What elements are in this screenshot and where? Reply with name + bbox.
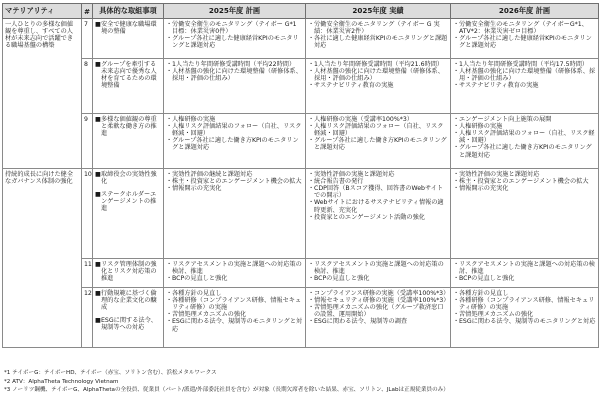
bullet-icon: ・ xyxy=(453,170,460,178)
action-topic xyxy=(95,61,161,90)
bullet-icon: ・ xyxy=(308,60,315,68)
row-number: 10 xyxy=(82,169,93,259)
list-item xyxy=(308,68,448,82)
cell-result-2025 xyxy=(306,288,451,348)
list-item xyxy=(166,178,303,185)
list-item-text: コンプライアンス研修の実施（受講率100%*3） xyxy=(314,289,450,297)
action-topics xyxy=(93,19,164,59)
row-number: 9 xyxy=(82,114,93,169)
list-item-text: 人権研修の実施 xyxy=(172,115,216,123)
cell-plan-2026 xyxy=(451,288,599,348)
materiality-1: 一人ひとりの多様な価値観を尊重し、すべての人材が未来志向で活躍できる職場基盤の構築 xyxy=(3,19,82,169)
cell-plan-2025 xyxy=(164,19,306,59)
list-item-text: グループ各社に適した働き方KPIのモニタリングと課題対応 xyxy=(314,137,447,152)
list-item-text: 実効性評価の実施と課題対応 xyxy=(459,170,540,178)
list-item-text: サステナビリティ教育の実施 xyxy=(459,82,539,90)
bullet-icon: ・ xyxy=(453,144,460,152)
list-item xyxy=(453,61,596,68)
bullet-icon: ・ xyxy=(308,289,315,297)
cell-result-2025 xyxy=(306,114,451,169)
list-item xyxy=(308,123,448,137)
list-item-text: リスクアセスメントの実施と課題への対応策の検討、推進 xyxy=(459,260,595,275)
list-item-text: CDP回答（Bスコア獲得、回答書のWebサイトでの開示） xyxy=(314,184,444,200)
list-item xyxy=(166,261,303,275)
cell-plan-2026 xyxy=(451,259,599,288)
materiality-plan-table xyxy=(2,3,599,348)
square-bullet-icon: ■ xyxy=(95,190,101,198)
list-item-text: BCPの見直しと強化 xyxy=(172,274,228,282)
list-item-text: ESGに関わる法令、規制等のモニタリングと対応 xyxy=(172,318,303,333)
list-item xyxy=(308,35,448,49)
bullet-icon: ・ xyxy=(453,122,460,130)
action-topic xyxy=(95,290,161,312)
list-item xyxy=(166,123,303,137)
list-item xyxy=(453,261,596,275)
action-topic-text: 行動規範に基づく倫理的な企業文化の醸成 xyxy=(101,289,157,311)
list-item xyxy=(453,290,596,297)
bullet-icon: ・ xyxy=(166,122,173,130)
list-item-text: 労働安全衛生のモニタリング（テイボーG*1、ATV*2：休業災害ゼロ目標） xyxy=(459,20,588,35)
bullet-icon: ・ xyxy=(308,170,315,178)
bullet-icon: ・ xyxy=(308,184,315,192)
bullet-icon: ・ xyxy=(453,296,460,304)
list-item-text: 労働安全衛生のモニタリング（テイボー G 実績：休業災害2件） xyxy=(314,20,440,35)
square-bullet-icon: ■ xyxy=(95,20,101,28)
bullet-icon: ・ xyxy=(308,82,315,90)
bullet-icon: ・ xyxy=(308,318,315,326)
bullet-icon: ・ xyxy=(308,199,315,207)
list-item xyxy=(166,137,303,151)
list-item-text: エンゲージメント向上施策の展開 xyxy=(459,115,552,123)
list-item-text: 苦情処理メカニズムの強化（グループ救済窓口の設置、運用開始） xyxy=(314,303,444,319)
cell-plan-2025 xyxy=(164,259,306,288)
list-item xyxy=(166,297,303,311)
list-item-text: サステナビリティ教育の実施 xyxy=(314,82,394,90)
list-item xyxy=(308,137,448,151)
list-item xyxy=(308,275,448,282)
list-item xyxy=(453,68,596,82)
bullet-icon: ・ xyxy=(453,115,460,123)
action-topics xyxy=(93,259,164,288)
list-item-text: 人権リスク評価結果のフォロー（自社、リスク軽減・回避） xyxy=(459,129,595,145)
table-row xyxy=(3,288,599,348)
list-item-text: 人材基盤の強化に向けた環境整備（研修体系、採用・評価の仕組み） xyxy=(459,67,596,82)
list-item xyxy=(453,82,596,89)
list-item xyxy=(453,318,596,325)
list-item-text: 人材基盤の強化に向けた環境整備（研修体系、採用・評価の仕組み） xyxy=(314,67,444,82)
list-item xyxy=(453,178,596,185)
list-item xyxy=(308,199,448,213)
bullet-icon: ・ xyxy=(308,20,315,28)
list-item xyxy=(453,275,596,282)
square-bullet-icon: ■ xyxy=(95,260,101,268)
list-item xyxy=(166,116,303,123)
bullet-icon: ・ xyxy=(166,177,173,185)
cell-result-2025 xyxy=(306,259,451,288)
list-item xyxy=(453,116,596,123)
list-item xyxy=(308,290,448,297)
list-item xyxy=(308,185,448,199)
header-plan-2025: 2025年度 計画 xyxy=(164,4,306,19)
cell-plan-2026 xyxy=(451,169,599,259)
list-item-text: ESGに関わる法令、規制等の調査 xyxy=(314,318,408,326)
list-item xyxy=(453,144,596,158)
list-item xyxy=(308,214,448,221)
list-item xyxy=(308,297,448,304)
list-item-text: 実効性評価の継続と課題対応 xyxy=(172,170,253,178)
list-item-text: 株主・投資家とのエンゲージメント機会の拡大 xyxy=(459,177,589,185)
list-item-text: 株主・投資家とのエンゲージメント機会の拡大 xyxy=(172,177,302,185)
bullet-icon: ・ xyxy=(166,67,173,75)
list-item-text: 1人当たり年間研修受講時間（平均21.6時間） xyxy=(314,60,444,68)
cell-plan-2025 xyxy=(164,288,306,348)
list-item xyxy=(453,35,596,49)
list-item-text: 労働安全衛生のモニタリング（テイボー G*1 目標：休業災害0件） xyxy=(172,20,297,35)
action-topic-text: ステークホルダーエンゲージメントの推進 xyxy=(101,190,157,213)
bullet-icon: ・ xyxy=(308,122,315,130)
bullet-icon: ・ xyxy=(308,115,315,123)
bullet-icon: ・ xyxy=(308,67,315,75)
action-topics xyxy=(93,114,164,169)
cell-plan-2025 xyxy=(164,169,306,259)
list-item-text: 苦情処理メカニズムの強化 xyxy=(172,311,247,319)
list-item xyxy=(166,35,303,49)
list-item-text: BCPの見直しと強化 xyxy=(459,274,515,282)
bullet-icon: ・ xyxy=(453,129,460,137)
list-item xyxy=(308,171,448,178)
cell-plan-2026 xyxy=(451,19,599,59)
action-topic-text: 取締役会の実効性強化 xyxy=(101,170,157,185)
action-topic xyxy=(95,116,161,138)
list-item xyxy=(453,123,596,130)
list-item-text: 各種方針の見直し xyxy=(172,289,222,297)
list-item-text: 情報開示の充実化 xyxy=(459,184,509,192)
list-item-text: 各種方針の見直し xyxy=(459,289,509,297)
list-item xyxy=(166,185,303,192)
action-topic xyxy=(95,261,161,283)
square-bullet-icon: ■ xyxy=(95,170,101,178)
bullet-icon: ・ xyxy=(166,20,173,28)
list-item xyxy=(166,290,303,297)
table-row xyxy=(3,59,599,114)
bullet-icon: ・ xyxy=(453,318,460,326)
bullet-icon: ・ xyxy=(308,303,315,311)
bullet-icon: ・ xyxy=(453,67,460,75)
list-item xyxy=(453,171,596,178)
list-item xyxy=(308,261,448,275)
bullet-icon: ・ xyxy=(166,318,173,326)
bullet-icon: ・ xyxy=(453,60,460,68)
cell-plan-2026 xyxy=(451,114,599,169)
list-item-text: 人材基盤の強化に向けた環境整備（研修体系、採用・評価の仕組み） xyxy=(172,67,302,82)
cell-plan-2025 xyxy=(164,59,306,114)
list-item-text: 各社に適した健康経営KPIのモニタリングと課題対応 xyxy=(314,34,448,50)
square-bullet-icon: ■ xyxy=(95,60,101,68)
cell-plan-2026 xyxy=(451,59,599,114)
row-number: 8 xyxy=(82,59,93,114)
list-item xyxy=(308,318,448,325)
list-item xyxy=(166,171,303,178)
list-item xyxy=(308,82,448,89)
list-item xyxy=(453,297,596,311)
list-item-text: グループ各社に適した健康経営KPIのモニタリングと課題対応 xyxy=(459,34,592,50)
bullet-icon: ・ xyxy=(166,274,173,282)
list-item xyxy=(308,304,448,318)
bullet-icon: ・ xyxy=(166,260,173,268)
list-item xyxy=(308,116,448,123)
bullet-icon: ・ xyxy=(453,311,460,319)
list-item-text: グループ各社に適した働き方KPIのモニタリングと課題対応 xyxy=(172,137,299,152)
list-item xyxy=(166,61,303,68)
list-item xyxy=(166,68,303,82)
list-item xyxy=(453,185,596,192)
bullet-icon: ・ xyxy=(308,296,315,304)
bullet-icon: ・ xyxy=(166,311,173,319)
list-item-text: 投資家とのエンゲージメント活動の強化 xyxy=(314,213,425,221)
list-item-text: Webサイトにおけるサステナビリティ情報の適時更新、充実化 xyxy=(314,199,444,214)
action-topic xyxy=(95,171,161,185)
bullet-icon: ・ xyxy=(453,20,460,28)
bullet-icon: ・ xyxy=(308,177,315,185)
bullet-icon: ・ xyxy=(308,34,315,42)
list-item-text: 情報セキュリティ研修の実施（受講率100%*3） xyxy=(314,296,450,304)
list-item xyxy=(308,178,448,185)
list-item-text: 各種研修（コンプライアンス研修、情報セキュリティ研修）の実施 xyxy=(172,296,302,311)
list-item xyxy=(453,130,596,144)
list-item-text: ESGに関わる法令、規制等のモニタリングと対応 xyxy=(459,318,596,326)
bullet-icon: ・ xyxy=(166,184,173,192)
row-number: 12 xyxy=(82,288,93,348)
list-item-text: 情報開示の充実化 xyxy=(172,184,222,192)
table-body xyxy=(3,19,599,348)
bullet-icon: ・ xyxy=(166,34,173,42)
list-item-text: グループ各社に適した働き方KPIのモニタリングと課題対応 xyxy=(459,144,592,159)
list-item-text: 実効性評価の実施と課題対応 xyxy=(314,170,395,178)
list-item-text: 各種研修（コンプライアンス研修、情報セキュリティ研修）の実施 xyxy=(459,296,595,311)
cell-result-2025 xyxy=(306,19,451,59)
action-topics xyxy=(93,288,164,348)
footnote-1: *1 テイボーG：テイボーHD、テイボー（赤宝、ソリトン含む）、浜松メタルワークス xyxy=(4,370,217,376)
table-row xyxy=(3,114,599,169)
materiality-2: 持続的成長に向けた健全なガバナンス体制の強化 xyxy=(3,169,82,348)
list-item-text: BCPの見直しと強化 xyxy=(314,274,370,282)
row-number: 7 xyxy=(82,19,93,59)
list-item-text: 苦情処理メカニズムの強化 xyxy=(459,311,534,319)
action-topic-text: グループを牽引する未来志向で優秀な人材を育てるための環境整備 xyxy=(101,60,157,90)
footnote-3: *3 ノーリツ鋼機、テイボーG、AlphaThetaの全役員、従業員（パート/派遣/外部委託社員を含む）が対象（長期欠席者を除いた結果、赤宝、ソリトン、JLabは正規従業員のみ） xyxy=(4,387,449,394)
action-topic-text: リスク管理体制の強化とリスク対応策の推進 xyxy=(101,260,157,282)
table-header-row xyxy=(3,4,599,19)
list-item xyxy=(166,318,303,332)
bullet-icon: ・ xyxy=(166,296,173,304)
action-topic-text: 安全で健康な職場環境の整備 xyxy=(101,20,157,35)
action-topic xyxy=(95,21,161,35)
bullet-icon: ・ xyxy=(166,60,173,68)
list-item xyxy=(453,21,596,35)
list-item-text: 統合報告書の発行 xyxy=(314,177,364,185)
bullet-icon: ・ xyxy=(453,82,460,90)
list-item-text: 人権リスク評価結果のフォロー（自社、リスク軽減・回避） xyxy=(314,122,444,137)
bullet-icon: ・ xyxy=(453,177,460,185)
list-item xyxy=(166,275,303,282)
list-item-text: グループ各社に適した健康経営KPIのモニタリングと課題対応 xyxy=(172,34,299,50)
list-item-text: 人権研修の実施 xyxy=(459,122,503,130)
header-materiality: マテリアリティ xyxy=(3,4,82,19)
list-item-text: リスクアセスメントの実施と課題への対応策の検討、推進 xyxy=(172,260,302,275)
bullet-icon: ・ xyxy=(453,260,460,268)
action-topic xyxy=(95,191,161,213)
cell-result-2025 xyxy=(306,59,451,114)
table-row xyxy=(3,19,599,59)
table-row xyxy=(3,169,599,259)
cell-plan-2025 xyxy=(164,114,306,169)
row-number: 11 xyxy=(82,259,93,288)
footnote-2: *2 ATV：AlphaTheta Technology Vietnam xyxy=(4,378,119,385)
list-item xyxy=(308,61,448,68)
table-row xyxy=(3,259,599,288)
bullet-icon: ・ xyxy=(166,289,173,297)
list-item xyxy=(308,21,448,35)
action-topic xyxy=(95,317,161,331)
bullet-icon: ・ xyxy=(166,115,173,123)
list-item-text: リスクアセスメントの実施と課題への対応策の検討、推進 xyxy=(314,260,444,275)
header-result-2025: 2025年度 実績 xyxy=(306,4,451,19)
bullet-icon: ・ xyxy=(308,137,315,145)
action-topics xyxy=(93,59,164,114)
square-bullet-icon: ■ xyxy=(95,289,101,297)
list-item-text: 1人当たり年間研修受講時間（平均17.5時間） xyxy=(459,60,589,68)
bullet-icon: ・ xyxy=(308,274,315,282)
action-topics xyxy=(93,169,164,259)
action-topic-text: ESGに関する法令、規制等への対応 xyxy=(101,317,157,332)
bullet-icon: ・ xyxy=(453,184,460,192)
list-item-text: 人権リスク評価結果のフォロー（自社、リスク軽減・回避） xyxy=(172,122,302,137)
bullet-icon: ・ xyxy=(453,289,460,297)
bullet-icon: ・ xyxy=(453,274,460,282)
square-bullet-icon: ■ xyxy=(95,317,101,325)
bullet-icon: ・ xyxy=(308,260,315,268)
square-bullet-icon: ■ xyxy=(95,115,101,123)
action-topic-text: 多様な価値観の尊重と柔軟な働き方の推進 xyxy=(101,115,157,137)
list-item-text: 人権研修の実施（受講率100%*3） xyxy=(314,115,413,123)
list-item-text: 1人当たり年間研修受講時間（平均22時間） xyxy=(172,60,296,68)
cell-result-2025 xyxy=(306,169,451,259)
bullet-icon: ・ xyxy=(308,213,315,221)
list-item xyxy=(166,21,303,35)
bullet-icon: ・ xyxy=(453,34,460,42)
header-plan-2026: 2026年度 計画 xyxy=(451,4,599,19)
header-actions: 具体的な取組事項 xyxy=(93,4,164,19)
bullet-icon: ・ xyxy=(166,137,173,145)
footnotes xyxy=(4,369,596,395)
bullet-icon: ・ xyxy=(166,170,173,178)
header-no: # xyxy=(82,4,93,19)
